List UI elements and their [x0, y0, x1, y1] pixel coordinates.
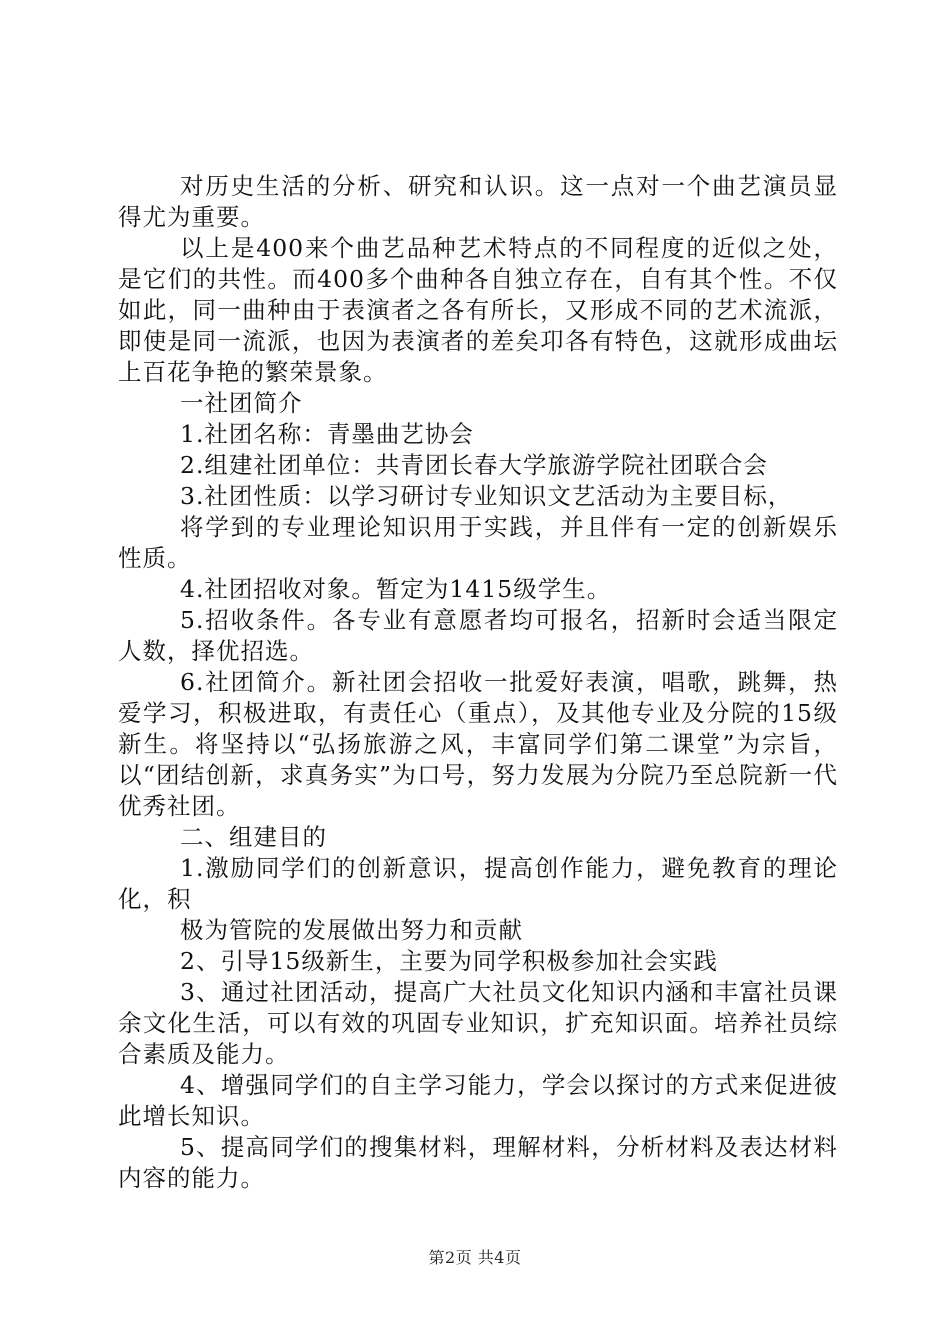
- list-item: 1.社团名称：青墨曲艺协会: [180, 420, 474, 448]
- paragraph: 将学到的专业理论知识用于实践，并且伴有一定的创新娱乐性质。: [118, 513, 838, 572]
- list-item: 4、增强同学们的自主学习能力，学会以探讨的方式来促进彼此增长知识。: [118, 1071, 838, 1130]
- list-item: 5、提高同学们的搜集材料，理解材料，分析材料及表达材料内容的能力。: [118, 1133, 838, 1192]
- paragraph: 对历史生活的分析、研究和认识。这一点对一个曲艺演员显得尤为重要。: [118, 172, 838, 231]
- page-number: 第2页 共4页: [428, 1248, 522, 1267]
- list-item: 3、通过社团活动，提高广大社员文化知识内涵和丰富社员课余文化生活，可以有效的巩固专业知识，扩充知识面。培养社员综合素质及能力。: [118, 978, 838, 1068]
- list-item: 6.社团简介。新社团会招收一批爱好表演，唱歌，跳舞，热爱学习，积极进取，有责任心（重点），及其他专业及分院的15级新生。将坚持以“弘扬旅游之风，丰富同学们第二课堂”为宗旨，以“团结创新，求真务实”为口号，努力发展为分院乃至总院新一代优秀社团。: [118, 668, 838, 820]
- list-item: 2.组建社团单位：共青团长春大学旅游学院社团联合会: [180, 451, 768, 479]
- paragraph: 极为管院的发展做出努力和贡献: [180, 916, 523, 944]
- list-item: 1.激励同学们的创新意识，提高创作能力，避免教育的理论化，积: [118, 854, 838, 913]
- list-item: 5.招收条件。各专业有意愿者均可报名，招新时会适当限定人数，择优招选。: [118, 606, 838, 665]
- list-item: 3.社团性质：以学习研讨专业知识文艺活动为主要目标，: [180, 482, 793, 510]
- document-body: [118, 171, 838, 1194]
- list-item: 2、引导15级新生，主要为同学积极参加社会实践: [180, 947, 718, 975]
- list-item: 4.社团招收对象。暂定为1415级学生。: [180, 575, 612, 603]
- section-heading: 一社团简介: [180, 389, 303, 417]
- paragraph: 以上是400来个曲艺品种艺术特点的不同程度的近似之处，是它们的共性。而400多个曲种各自独立存在，自有其个性。不仅如此，同一曲种由于表演者之各有所长，又形成不同的艺术流派，即使是同一流派，也因为表演者的差矣卭各有特色，这就形成曲坛上百花争艳的繁荣景象。: [118, 234, 838, 386]
- section-heading: 二、组建目的: [180, 823, 327, 851]
